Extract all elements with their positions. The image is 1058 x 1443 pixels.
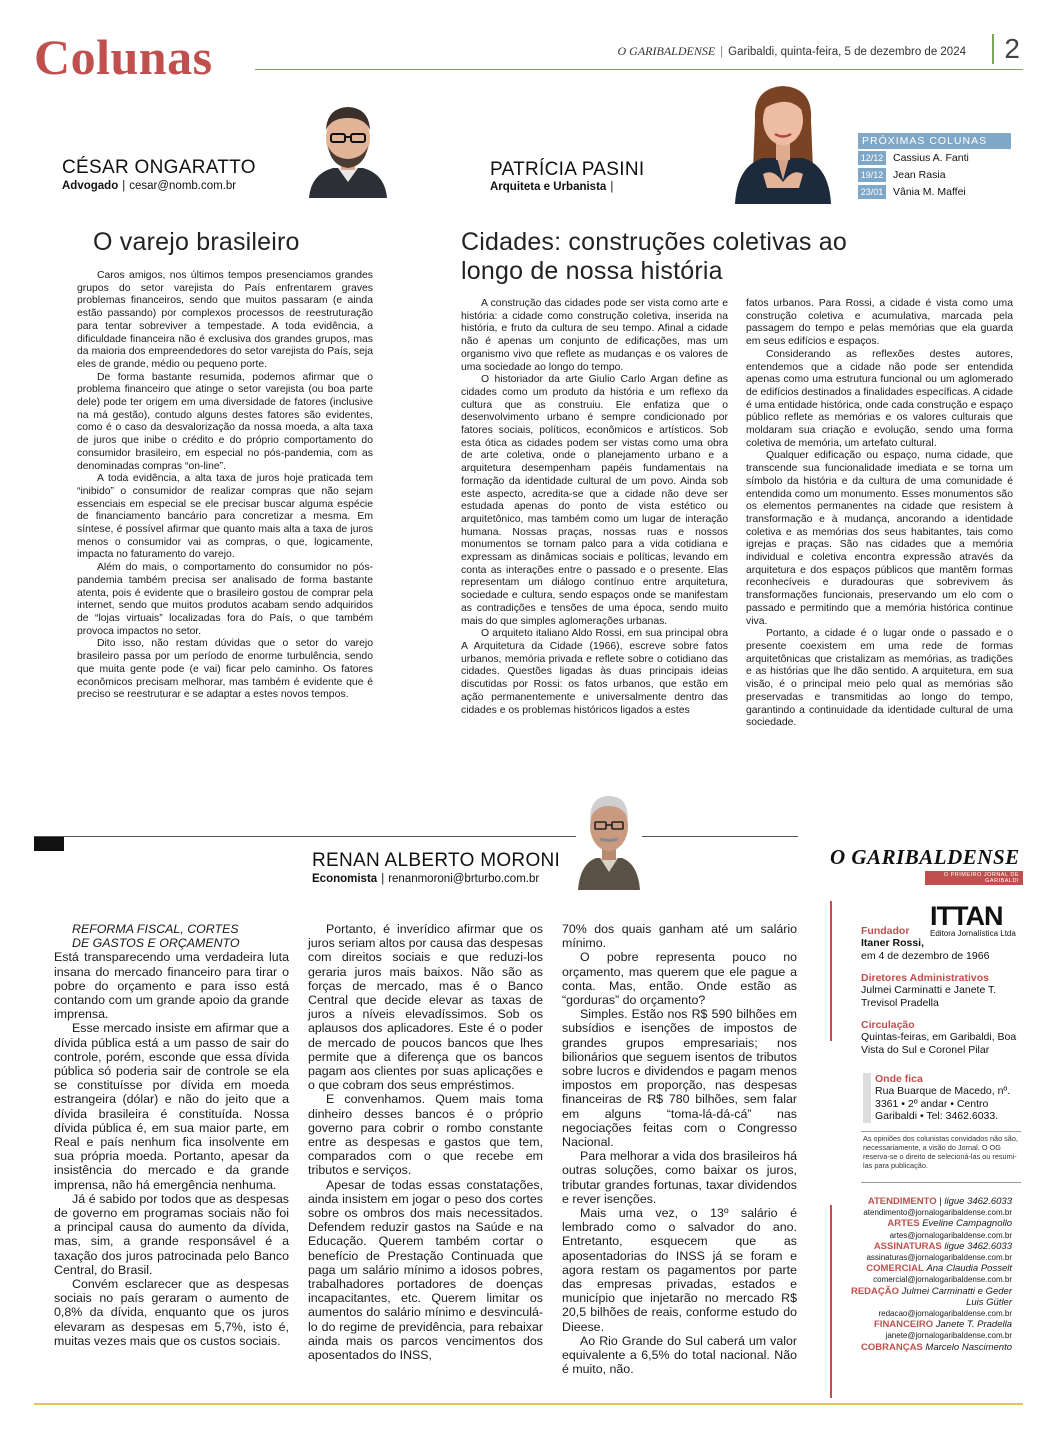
circulacao-label: Circulação	[861, 1019, 915, 1031]
renan-email[interactable]: renanmoroni@brturbo.com.br	[388, 873, 540, 885]
newspaper-name: O GARIBALDENSE	[617, 44, 716, 58]
next-column-author: Jean Rasia	[893, 169, 946, 181]
renan-profession: Economista	[312, 873, 378, 885]
paragraph: O pobre representa pouco no orçamento, mas querem que ele pague a conta. Mas, então. Onde estão as “gorduras” do orçamento?	[562, 950, 797, 1008]
contact-value: Janete T. Pradella	[935, 1319, 1012, 1331]
fundador-label: Fundador	[861, 925, 910, 937]
patricia-name: PATRÍCIA PASINI	[490, 159, 645, 180]
page-number: 2	[992, 34, 1020, 64]
cesar-photo	[305, 98, 391, 198]
article2-title-line: longo de nossa história	[461, 257, 723, 285]
paragraph: Portanto, a cidade é o lugar onde o passado e o presente coexistem em uma rede de formas arquitetônicas que cristalizam as memórias, as tradições e as histórias que lhe dão sentido. A arquitetura, em sua visão, é o principal meio pelo qual as memórias são preservadas e transmitidas ao longo do tempo, garantindo a continuidade da identidade cultural de uma sociedade.	[746, 628, 1013, 729]
onde-fica-label: Onde fica	[875, 1073, 923, 1085]
patricia-role: Arquiteta e Urbanista |	[490, 181, 614, 193]
article1-body	[77, 270, 373, 702]
paragraph: Além do mais, o comportamento do consumidor no pós-pandemia também precisa ser analisado de forma bastante atenta, pois é evidente que o brasileiro gostou de comprar pela internet, sendo que muitos produtos acabam sendo adquiridos de “lojas virtuais” localizadas fora do País, o que também provoca impactos no setor.	[77, 562, 373, 637]
ittan-wordmark: ITTAN	[930, 901, 1003, 931]
article2-col1	[461, 298, 728, 717]
paragraph: O historiador da arte Giulio Carlo Argan define as cidades como um produto da história e um reflexo da cultura que as construiu. Ele enfatiza que o desenvolvimento urbano é sempre condicionado por fatores sociais, políticos, econômicos e artísticos. Sob esta ótica as cidades podem ser vistas como uma obra de arte coletiva, onde o planejamento urbano e a arquitetura desempenham papéis fundamentais na formação da identidade cultural de um povo. Ainda sob este aspecto, acredita-se que a cidade não deve ser estudada apenas do ponto de vista estético ou arquitetônico, mas também como um lugar de interação humana. Nossas praças, nossas ruas e nossos monumentos se tornam palco para a vida cotidiana e expressam as dinâmicas sociais e políticas, levando em conta as interações entre o passado e o presente. Elas representam um diálogo contínuo entre arquitetura, sociedade e cultura, sendo espaços onde se manifestam as contradições e tensões de uma época, sendo muito mais do que simples aglomerações urbanas.	[461, 374, 728, 627]
paragraph: Para melhorar a vida dos brasileiros há outras soluções, como baixar os juros, tributar grandes fortunas, taxar dividendos e rever isenções.	[562, 1149, 797, 1206]
article3-col3	[562, 922, 797, 1377]
contact-entry	[840, 1218, 1012, 1229]
circulacao-text: Quintas-feiras, em Garibaldi, Boa Vista do Sul e Coronel Pilar	[861, 1031, 1017, 1056]
paragraph: Dito isso, não restam dúvidas que o setor do varejo brasileiro passa por um período de enorme turbulência, sendo que muita gente pode (e vai) ficar pelo caminho. Os fatores econômicos precisam melhorar, mas também é evidente que é preciso se reestruturar e se adaptar a estes novos tempos.	[77, 638, 373, 701]
contact-dept: COMERCIAL	[866, 1263, 924, 1275]
contact-email[interactable]: redacao@jornalogaribaldense.com.br	[878, 1309, 1012, 1319]
next-columns-title: PRÓXIMAS COLUNAS	[858, 133, 1011, 149]
dateline: Garibaldi, quinta-feira, 5 de dezembro de 2024	[728, 46, 966, 58]
contact-dept: ATENDIMENTO	[867, 1196, 937, 1207]
section-marker	[34, 837, 64, 851]
contact-email[interactable]: artes@jornalogaribaldense.com.br	[889, 1230, 1012, 1240]
fundador-date: em 4 de dezembro de 1966	[861, 949, 990, 962]
paragraph: Portanto, é inverídico afirmar que os juros seriam altos por causa das despesas com direitos sociais e que reduzi-los geraria juros mais baixos. Não são as forças de mercado, mas é o Banco Central que decide elevar as taxas de juros a níveis elevadíssimos. Sob os aplausos dos aplicadores. Este é o poder de mercado de poucos bancos que lhes permite que a diferença que os bancos pagam aos clientes por suas aplicações e o que cobram dos seus empréstimos.	[308, 922, 543, 1093]
contact-entry	[840, 1319, 1012, 1330]
article3-subhead	[54, 922, 289, 950]
article3-subhead-line: DE GASTOS E ORÇAMENTO	[72, 936, 240, 951]
article2-title	[461, 228, 847, 286]
paragraph: O arquiteto italiano Aldo Rossi, em sua principal obra A Arquitetura da Cidade (1966), escreve sobre fatos urbanos, memória privada e reflete sobre o cotidiano das cidades. Questões ligadas às duas principais ideias discutidas por Rossi: os fatos urbanos, que estão em ação permanentemente e universalmente dentro das cidades e os problemas históricos ligados a estes	[461, 628, 728, 716]
patricia-photo	[733, 80, 833, 204]
contact-entry	[840, 1342, 1012, 1353]
footer-rule	[34, 1403, 1023, 1405]
next-column-date: 23/01	[858, 185, 886, 199]
contact-value: Marcelo Nascimento	[925, 1341, 1012, 1353]
expediente-accent	[830, 901, 832, 1041]
patricia-profession: Arquiteta e Urbanista	[490, 181, 607, 193]
contact-entry	[840, 1286, 1012, 1308]
next-column-author: Vânia M. Maffei	[893, 186, 966, 198]
cesar-email[interactable]: cesar@nomb.com.br	[129, 180, 237, 192]
contact-dept: ASSINATURAS	[873, 1240, 942, 1252]
paragraph: A toda evidência, a alta taxa de juros hoje praticada tem “inibido” o consumidor de realizar compras que não sejam essenciais em especial se ele precisar buscar alguma espécie de financiamento bancário para concretizar a mesma. Em síntese, é possível afirmar que quanto mais alta a taxa de juros menos o consumidor vai as compras, o que, logicamente, impacta no faturamento do varejo.	[77, 473, 373, 561]
paragraph: Simples. Estão nos R$ 590 bilhões em subsídios e isenções de impostos de grandes grupos empresariais; nos bilionários que seguem isentos de tributos sobre lucros e dividendos e pagam menos impostos em proporção, nas despesas financeiras de R$ 780 bilhões, sem falar em alguns “toma-lá-dá-cá” nas negociações feitas com o Congresso Nacional.	[562, 1007, 797, 1150]
next-columns-box	[858, 133, 1011, 205]
cesar-name: CÉSAR ONGARATTO	[62, 157, 256, 178]
ittan-subtitle: Editora Jornalística Ltda	[930, 929, 1016, 938]
paragraph: Está transparecendo uma verdadeira luta insana do mercado financeiro para tirar o pobre do orçamento e para isso está contando com um grande apoio da grande imprensa.	[54, 950, 289, 1022]
disclaimer-note: As opiniões dos colunistas convidados não são, necessariamente, a visão do Jornal. O OG reserva-se o direito de selecioná-las ou resumi-las para publicação.	[863, 1134, 1018, 1170]
contact-email[interactable]: janete@jornalogaribaldense.com.br	[885, 1331, 1012, 1341]
paragraph: A construção das cidades pode ser vista como arte e história: a cidade como construção coletiva, inserida na história, e fruto da cultura de seu tempo. Afinal a cidade não é apenas um conjunto de edificações, mas um organismo vivo que reflete as mudanças e os valores de uma sociedade ao longo do tempo.	[461, 298, 728, 373]
contacts-list	[840, 1196, 1012, 1353]
masthead-line: O GARIBALDENSE | Garibaldi, quinta-feira, 5 de dezembro de 2024	[617, 44, 966, 58]
next-column-item	[858, 184, 1011, 200]
next-column-item	[858, 150, 1011, 166]
article3-subhead-line: REFORMA FISCAL, CORTES	[72, 922, 239, 936]
article3-col1	[54, 922, 289, 1348]
next-column-item	[858, 167, 1011, 183]
contact-entry: ATENDIMENTO | ligue 3462.6033	[867, 1196, 1012, 1207]
renan-photo	[576, 784, 642, 890]
diretores-names: Julmei Carminatti e Janete T. Trevisol Pradella	[861, 984, 997, 1009]
contact-email[interactable]: assinaturas@jornalogaribaldense.com.br	[866, 1253, 1012, 1263]
paragraph: 70% dos quais ganham até um salário mínimo.	[562, 922, 797, 951]
article1-title: O varejo brasileiro	[93, 228, 300, 256]
paragraph: Apesar de todas essas constatações, ainda insistem em jogar o peso dos cortes sobre os ombros dos mais necessitados. Defendem reduzir gastos na Saúde e na Educação. Querem também cortar o benefício de Prestação Continuada que paga um salário mínimo a idosos pobres, trabalhadores portadores de doenças incapacitantes, etc. Querem limitar os aumentos do salário mínimo e desvinculá-lo do regime de previdência, para rebaixar ainda mais os parcos vencimentos dos aposentados do INSS,	[308, 1177, 543, 1363]
article2-col2	[746, 298, 1013, 730]
contact-value: Eveline Campagnollo	[922, 1218, 1012, 1230]
renan-role: Economista | renanmoroni@brturbo.com.br	[312, 873, 540, 885]
contact-email[interactable]: atendimento@jornalogaribaldense.com.br	[863, 1208, 1012, 1218]
contact-entry	[840, 1241, 1012, 1252]
paragraph: Considerando as reflexões destes autores, entendemos que a cidade não pode ser entendida apenas como uma estrutura funcional ou um aglomerado de edifícios destinados a finalidades específicas. A cidade é uma entidade histórica, onde cada construção e espaço público reflete as memórias e os valores culturais que moldaram sua criação e evolução, sendo uma forma coletiva de memória, um artefato cultural.	[746, 348, 1013, 449]
logo-tagline: O PRIMEIRO JORNAL DE GARIBALDI	[925, 871, 1023, 885]
divider	[861, 1131, 1021, 1132]
contact-value: Ana Claudia Posselt	[926, 1263, 1012, 1275]
divider	[861, 1182, 1021, 1183]
article2-title-line: Cidades: construções coletivas ao	[461, 228, 847, 256]
diretores-label: Diretores Administrativos	[861, 972, 989, 984]
contact-value: Julmei Carminatti e Geder Luis Gütler	[901, 1285, 1012, 1308]
paragraph: Caros amigos, nos últimos tempos presenciamos grandes grupos do setor varejista do País enfrentarem graves problemas financeiros, sendo que muitos passaram (e ainda estão passando) por complexos processos de reestruturação para tentar sobreviver a tempestade. A toda evidência, a dificuldade financeira não é exclusiva dos grandes grupos, mas da maioria dos empreendedores do setor varejista do País, seja eles de grande, médio ou pequeno porte.	[77, 270, 373, 370]
paragraph: Já é sabido por todos que as despesas de governo em programas sociais não foi a principal causa do aumento da dívida, mas, sim, a grande responsável é a taxação dos juros patrocinada pelo Banco Central, do Brasil.	[54, 1191, 289, 1277]
contact-value: ligue 3462.6033	[944, 1196, 1012, 1207]
contact-dept: FINANCEIRO	[874, 1319, 934, 1331]
address-text: Rua Buarque de Macedo, nº. 3361 • 2º andar • Centro Garibaldi • Tel: 3462.6033.	[875, 1085, 1011, 1122]
paragraph: Ao Rio Grande do Sul caberá um valor equivalente a 6,5% do total nacional. Não é muito, não.	[562, 1333, 797, 1377]
paragraph: Esse mercado insiste em afirmar que a dívida pública está a um passo de sair do controle, porém, esconde que essa dívida pública só poderia sair de controle se ela se constituísse por dívida em moeda estrangeira (dólar) e não do jeito que a dívida brasileira é constituída. Nossa dívida pública é, em sua maior parte, em Real e país nenhum fica insolvente em sua própria moeda. Portanto, apesar da insistência do mercado e da grande imprensa, não há emergência nenhuma.	[54, 1021, 289, 1192]
next-column-date: 19/12	[858, 168, 886, 182]
contact-value: ligue 3462.6033	[944, 1240, 1012, 1252]
expediente-accent	[830, 1205, 832, 1398]
paragraph: E convenhamos. Quem mais toma dinheiro desses bancos é o próprio governo para cobrir o rombo constante entre as despesas e gastos que tem, comparados com o que recebe em tributos e serviços.	[308, 1092, 543, 1178]
paragraph: Qualquer edificação ou espaço, numa cidade, que transcende sua funcionalidade imediata e se torna um símbolo da história e da cultura de uma comunidade é entendida como um monumento. Esses monumentos são os elementos permanentes na cidade que resistem à transformação e à mudança, ancorando a identidade coletiva e as memórias dos seus habitantes, tais como igrejas e praças. São nas cidades que a memória individual e coletiva encontra expressão através da arquitetura e dos espaços públicos que mantêm formas reconhecíveis e duradouras que sobrevivem às transformações funcionais, preservando um elo com o passado e permitindo que a memória histórica continue viva.	[746, 450, 1013, 627]
contact-email[interactable]: comercial@jornalogaribaldense.com.br	[873, 1275, 1012, 1285]
paragraph: Mais uma vez, o 13º salário é lembrado como o salvador do ano. Entretanto, esquecem que as aposentadorias do INSS já se foram e agora restam os pagamentos por parte das empresas privadas, estados e município que injetarão no mercado R$ 20,5 bilhões de reais, conforme estudo do Dieese.	[562, 1206, 797, 1334]
section-title: Colunas	[34, 29, 213, 85]
renan-name: RENAN ALBERTO MORONI	[312, 850, 561, 871]
contact-dept: REDAÇÃO	[850, 1285, 899, 1297]
newspaper-logo: O GARIBALDENSE	[830, 845, 1020, 869]
contact-dept: COBRANÇAS	[861, 1341, 923, 1353]
contact-entry	[840, 1263, 1012, 1274]
next-column-date: 12/12	[858, 151, 886, 165]
fundador-name: Itaner Rossi,	[861, 937, 925, 949]
header-rule	[255, 69, 1023, 70]
expediente-box	[830, 845, 1023, 1400]
address-bar	[863, 1073, 871, 1123]
contact-dept: ARTES	[887, 1218, 920, 1230]
next-column-author: Cassius A. Fanti	[893, 152, 969, 164]
cesar-profession: Advogado	[62, 180, 119, 192]
section-divider	[34, 836, 798, 837]
article3-col2	[308, 922, 543, 1362]
cesar-role: Advogado | cesar@nomb.com.br	[62, 180, 237, 192]
paragraph: De forma bastante resumida, podemos afirmar que o problema financeiro que atinge o setor varejista (ou boa parte dele) pode ter origem em uma diversidade de fatores (inclusive na má gestão), contudo alguns destes fatores são evidentes, como é o caso da desvalorização da nossa moeda, a alta taxa de juros que inibe o crédito e do próprio comportamento do consumidor brasileiro, em especial no pós-pandemia, com as denominadas compras “on-line”.	[77, 371, 373, 472]
paragraph: fatos urbanos. Para Rossi, a cidade é vista como uma construção coletiva e acumulativa, marcada pela passagem do tempo e pelas memórias que ela guarda em seus edifícios e espaços.	[746, 298, 1013, 348]
paragraph: Convém esclarecer que as despesas sociais no país geraram o aumento de 0,8% da dívida, enquanto que os juros elevaram as despesas em 5,7%, isto é, muitas vezes mais que os custos sociais.	[54, 1277, 289, 1348]
